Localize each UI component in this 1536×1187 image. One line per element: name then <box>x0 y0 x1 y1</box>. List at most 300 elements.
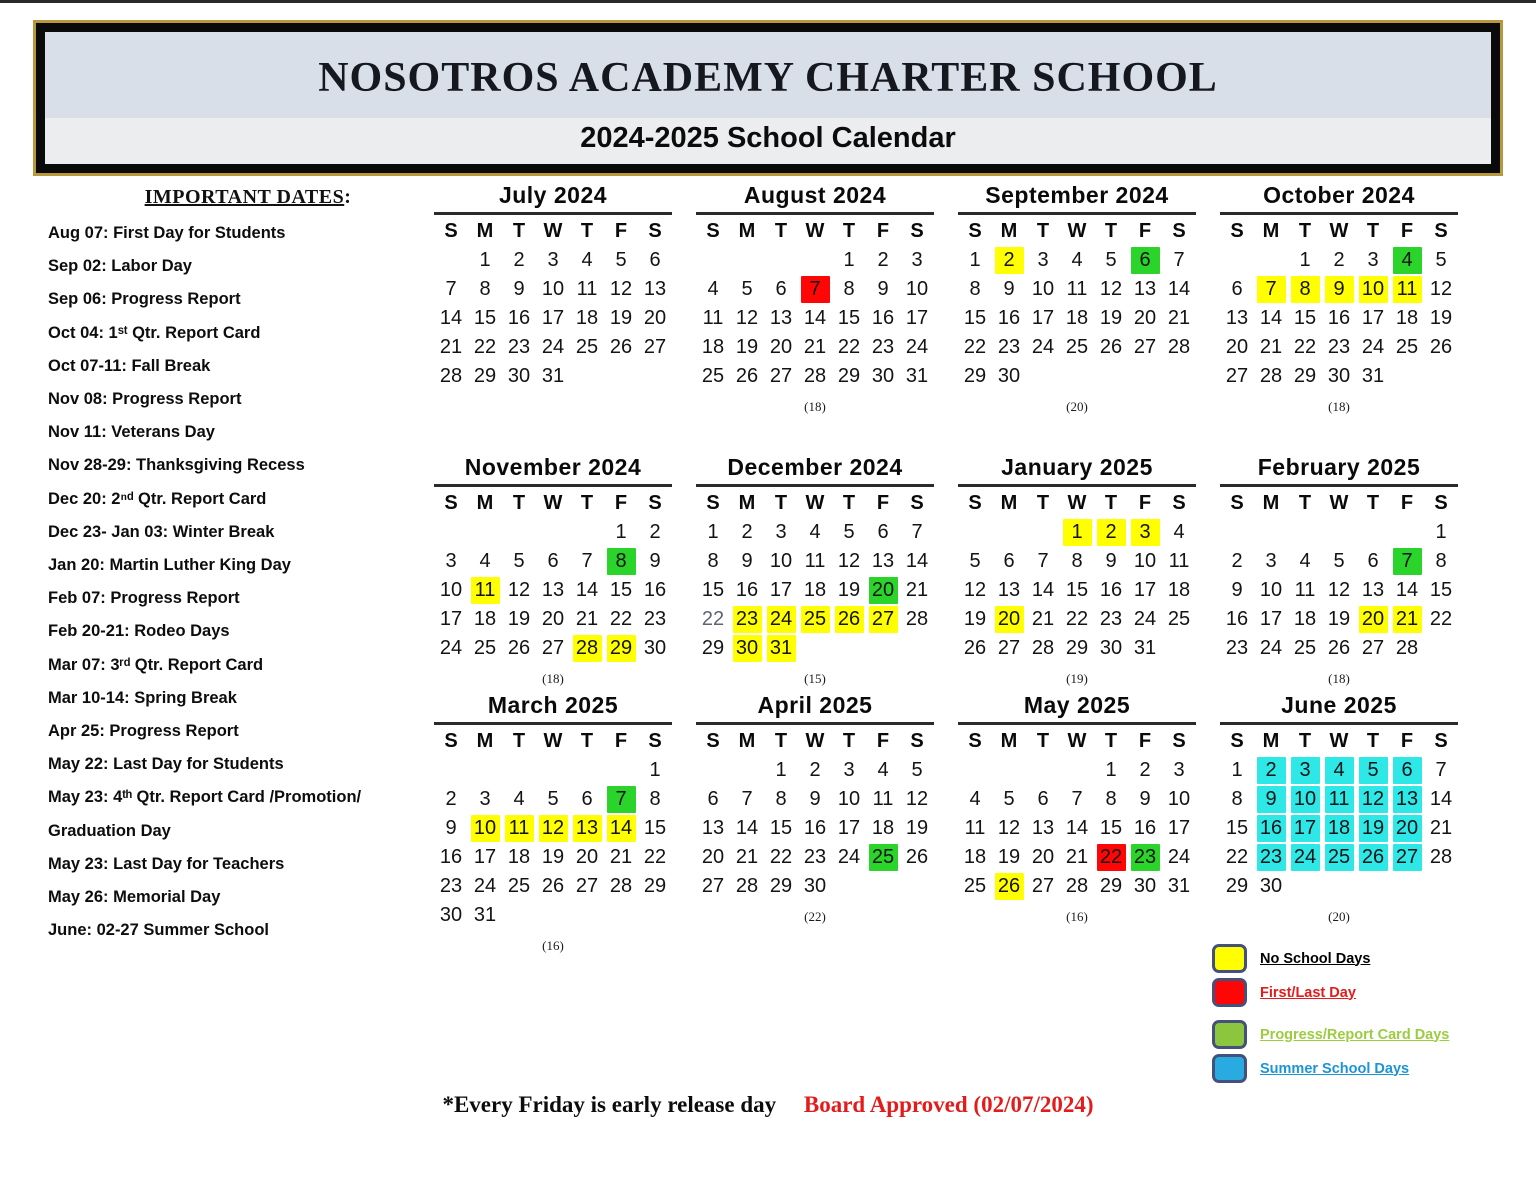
calendar-day <box>1220 304 1254 333</box>
calendar-day <box>1356 785 1390 814</box>
calendar-day-number: 3 <box>1037 249 1049 271</box>
calendar-day <box>1026 843 1060 872</box>
calendar-day-number: 4 <box>1173 521 1185 543</box>
calendar-day-number: 26 <box>963 637 987 659</box>
weekday-label: S <box>1434 492 1448 514</box>
legend-item-first-last-day <box>1212 978 1536 1007</box>
month-february-2025 <box>1220 454 1458 687</box>
calendar-day <box>1322 634 1356 663</box>
calendar-day-number: 14 <box>575 579 599 601</box>
calendar-day-number: 2 <box>1257 757 1286 784</box>
calendar-day-number: 1 <box>615 521 627 543</box>
calendar-day <box>1220 634 1254 663</box>
calendar-day <box>536 785 570 814</box>
calendar-day-number: 6 <box>1003 550 1015 572</box>
empty-day-cell <box>696 246 730 275</box>
calendar-day <box>468 901 502 930</box>
calendar-day-number: 21 <box>1393 606 1422 633</box>
weekday-label: F <box>876 730 890 752</box>
calendar-day <box>730 843 764 872</box>
month-title: November 2024 <box>464 454 642 480</box>
calendar-day <box>992 275 1026 304</box>
weekday-label: T <box>512 220 526 242</box>
calendar-day-number: 3 <box>911 249 923 271</box>
calendar-day <box>832 605 866 634</box>
calendar-day-number: 20 <box>1393 815 1422 842</box>
calendar-day-number: 7 <box>801 276 830 303</box>
calendar-day-number: 5 <box>741 278 753 300</box>
calendar-day <box>1322 756 1356 785</box>
weekday-label: T <box>1104 492 1118 514</box>
calendar-day-number: 16 <box>439 846 463 868</box>
calendar-day <box>730 304 764 333</box>
calendar-day <box>764 304 798 333</box>
weekday-label: S <box>706 730 720 752</box>
important-dates-heading-text: IMPORTANT DATES <box>144 186 345 208</box>
calendar-day <box>832 304 866 333</box>
calendar-day <box>468 634 502 663</box>
title-banner-frame <box>36 23 1500 173</box>
important-date-item: Dec 20: 2ⁿᵈ Qtr. Report Card <box>48 489 267 508</box>
calendar-day <box>434 333 468 362</box>
calendar-day-number: 18 <box>575 307 599 329</box>
calendar-day <box>958 576 992 605</box>
empty-day-cell <box>1026 518 1060 547</box>
calendar-day-number: 31 <box>1361 365 1385 387</box>
calendar-day <box>1288 576 1322 605</box>
calendar-day <box>764 605 798 634</box>
calendar-day-number: 26 <box>1099 336 1123 358</box>
month-days-grid <box>958 487 1196 663</box>
calendar-day <box>1026 333 1060 362</box>
calendar-day-number: 23 <box>507 336 531 358</box>
calendar-day-number: 15 <box>837 307 861 329</box>
calendar-day <box>638 275 672 304</box>
weekday-label: W <box>1067 730 1087 752</box>
calendar-day-number: 25 <box>1395 336 1419 358</box>
month-title: October 2024 <box>1263 182 1415 208</box>
calendar-day <box>1288 785 1322 814</box>
calendar-day-number: 2 <box>513 249 525 271</box>
empty-day-cell <box>502 518 536 547</box>
weekday-label: S <box>1434 730 1448 752</box>
calendar-day-number: 6 <box>775 278 787 300</box>
calendar-day-number: 10 <box>1167 788 1191 810</box>
calendar-day-number: 27 <box>1393 844 1422 871</box>
calendar-day <box>696 362 730 391</box>
calendar-day <box>604 518 638 547</box>
calendar-day-number: 26 <box>905 846 929 868</box>
calendar-day-number: 24 <box>473 875 497 897</box>
calendar-day <box>1162 814 1196 843</box>
school-name: NOSOTROS ACADEMY CHARTER SCHOOL <box>45 32 1491 118</box>
important-date-item: May 26: Memorial Day <box>48 888 221 907</box>
calendar-day-number: 30 <box>507 365 531 387</box>
calendar-day <box>1356 756 1390 785</box>
weekday-label: T <box>1298 220 1312 242</box>
calendar-day-number: 29 <box>769 875 793 897</box>
month-school-day-count: (18) <box>1328 671 1350 686</box>
month-march-2025 <box>434 692 672 954</box>
calendar-day <box>1094 246 1128 275</box>
calendar-day-number: 19 <box>997 846 1021 868</box>
calendar-day <box>502 275 536 304</box>
calendar-day-number: 21 <box>905 579 929 601</box>
calendar-day-number: 9 <box>1105 550 1117 572</box>
calendar-day-number: 13 <box>643 278 667 300</box>
weekday-label: M <box>476 220 494 242</box>
calendar-day-number: 17 <box>1361 307 1385 329</box>
weekday-label: F <box>1400 492 1414 514</box>
calendar-day-number: 27 <box>1133 336 1157 358</box>
calendar-day-number: 8 <box>1105 788 1117 810</box>
calendar-day <box>1128 814 1162 843</box>
calendar-day <box>1220 275 1254 304</box>
month-title: January 2025 <box>1001 454 1153 480</box>
calendar-day <box>1128 518 1162 547</box>
calendar-day <box>730 605 764 634</box>
calendar-day <box>604 333 638 362</box>
calendar-day-number: 18 <box>701 336 725 358</box>
calendar-day-number: 29 <box>1099 875 1123 897</box>
calendar-day-number: 21 <box>1167 307 1191 329</box>
calendar-day <box>1254 605 1288 634</box>
calendar-day <box>730 275 764 304</box>
calendar-day <box>1162 605 1196 634</box>
calendar-day-number: 1 <box>1063 519 1092 546</box>
calendar-day <box>958 275 992 304</box>
calendar-day-number: 28 <box>609 875 633 897</box>
calendar-day <box>832 756 866 785</box>
calendar-day-number: 24 <box>1291 844 1320 871</box>
calendar-day <box>900 814 934 843</box>
empty-day-cell <box>1026 756 1060 785</box>
calendar-day <box>1390 333 1424 362</box>
calendar-day <box>1060 785 1094 814</box>
calendar-day <box>764 333 798 362</box>
calendar-day-number: 6 <box>1231 278 1243 300</box>
calendar-day <box>696 275 730 304</box>
weekday-label: S <box>1230 492 1244 514</box>
calendar-day-number: 22 <box>837 336 861 358</box>
calendar-day-number: 16 <box>1133 817 1157 839</box>
calendar-day <box>730 547 764 576</box>
calendar-day <box>1128 843 1162 872</box>
calendar-day <box>1356 362 1390 391</box>
calendar-day <box>1060 304 1094 333</box>
calendar-day <box>696 872 730 901</box>
calendar-day-number: 11 <box>702 307 724 329</box>
calendar-day-number: 28 <box>735 875 759 897</box>
calendar-day-number: 18 <box>1325 815 1354 842</box>
calendar-day-number: 11 <box>471 577 500 604</box>
calendar-day <box>798 304 832 333</box>
weekday-label: S <box>648 730 662 752</box>
calendar-day-number: 16 <box>1225 608 1249 630</box>
calendar-day <box>468 576 502 605</box>
calendar-day <box>1094 814 1128 843</box>
calendar-day-number: 27 <box>701 875 725 897</box>
calendar-day-number: 24 <box>1133 608 1157 630</box>
calendar-day <box>1026 605 1060 634</box>
calendar-day-number: 27 <box>769 365 793 387</box>
calendar-day-number: 11 <box>964 817 986 839</box>
calendar-day-number: 11 <box>804 550 826 572</box>
calendar-day <box>866 785 900 814</box>
month-title: July 2024 <box>498 182 608 208</box>
calendar-day <box>1390 843 1424 872</box>
calendar-day <box>570 843 604 872</box>
weekday-label: T <box>1366 492 1380 514</box>
calendar-day-number: 4 <box>1325 757 1354 784</box>
calendar-day-number: 12 <box>1359 786 1388 813</box>
weekday-label: T <box>1366 730 1380 752</box>
calendar-day-number: 2 <box>1231 550 1243 572</box>
weekday-label: M <box>738 492 756 514</box>
calendar-day-number: 11 <box>1066 278 1088 300</box>
month-july-2024 <box>434 182 672 415</box>
calendar-day <box>638 872 672 901</box>
calendar-day <box>866 576 900 605</box>
calendar-day <box>1322 843 1356 872</box>
empty-day-cell <box>730 756 764 785</box>
calendar-day <box>502 246 536 275</box>
calendar-day <box>1288 304 1322 333</box>
calendar-day-number: 21 <box>803 336 827 358</box>
calendar-day <box>764 547 798 576</box>
calendar-day-number: 25 <box>1293 637 1317 659</box>
calendar-day-number: 10 <box>837 788 861 810</box>
calendar-day-number: 13 <box>1225 307 1249 329</box>
calendar-day-number: 18 <box>473 608 497 630</box>
calendar-day <box>502 304 536 333</box>
calendar-day <box>992 843 1026 872</box>
calendar-day-number: 11 <box>576 278 598 300</box>
calendar-day-number: 12 <box>1327 579 1351 601</box>
title-banner <box>33 20 1503 176</box>
calendar-day <box>798 843 832 872</box>
calendar-day-number: 26 <box>995 873 1024 900</box>
calendar-day <box>1288 814 1322 843</box>
calendar-day-number: 12 <box>963 579 987 601</box>
empty-day-cell <box>1220 246 1254 275</box>
weekday-label: M <box>738 220 756 242</box>
calendar-day-number: 18 <box>1065 307 1089 329</box>
calendar-day <box>730 634 764 663</box>
calendar-day <box>992 634 1026 663</box>
month-days-grid <box>434 487 672 663</box>
calendar-day-number: 29 <box>1065 637 1089 659</box>
month-days-grid <box>958 725 1196 901</box>
calendar-day-number: 31 <box>905 365 929 387</box>
empty-day-cell <box>1254 246 1288 275</box>
calendar-day-number: 28 <box>1167 336 1191 358</box>
calendar-day-number: 17 <box>837 817 861 839</box>
calendar-day <box>832 843 866 872</box>
calendar-day-number: 10 <box>1031 278 1055 300</box>
empty-day-cell <box>434 518 468 547</box>
calendar-day-number: 20 <box>1225 336 1249 358</box>
calendar-day <box>798 785 832 814</box>
calendar-day-number: 7 <box>1257 276 1286 303</box>
calendar-day-number: 29 <box>1225 875 1249 897</box>
calendar-day <box>1128 605 1162 634</box>
calendar-day-number: 12 <box>507 579 531 601</box>
weekday-label: S <box>706 220 720 242</box>
legend-label-progress-report-card-days: Progress/Report Card Days <box>1260 1026 1450 1043</box>
calendar-day <box>468 872 502 901</box>
calendar-day-number: 3 <box>1131 519 1160 546</box>
calendar-day-number: 1 <box>775 759 787 781</box>
month-school-day-count: (16) <box>542 938 564 953</box>
calendar-day <box>638 304 672 333</box>
calendar-day-number: 13 <box>541 579 565 601</box>
calendar-day-number: 16 <box>803 817 827 839</box>
calendar-day <box>1424 246 1458 275</box>
important-date-item: Oct 04: 1ˢᵗ Qtr. Report Card <box>48 323 261 342</box>
calendar-day-number: 23 <box>643 608 667 630</box>
calendar-day <box>958 246 992 275</box>
calendar-day <box>1390 634 1424 663</box>
month-may-2025 <box>958 692 1196 925</box>
month-school-day-count: (20) <box>1066 399 1088 414</box>
month-april-2025 <box>696 692 934 925</box>
calendar-day <box>900 275 934 304</box>
calendar-day-number: 8 <box>1291 276 1320 303</box>
weekday-label: T <box>842 220 856 242</box>
weekday-label: T <box>1036 492 1050 514</box>
calendar-day <box>1094 304 1128 333</box>
calendar-day <box>696 576 730 605</box>
calendar-day-number: 22 <box>701 608 725 630</box>
important-date-item: Nov 28-29: Thanksgiving Recess <box>48 456 305 475</box>
calendar-day-number: 14 <box>1167 278 1191 300</box>
calendar-day <box>1026 576 1060 605</box>
calendar-day <box>1288 246 1322 275</box>
calendar-day-number: 22 <box>1097 844 1126 871</box>
calendar-day-number: 28 <box>905 608 929 630</box>
calendar-day <box>536 246 570 275</box>
weekday-label: S <box>648 220 662 242</box>
calendar-day-number: 15 <box>1429 579 1453 601</box>
important-date-item: Apr 25: Progress Report <box>48 722 239 741</box>
calendar-day <box>866 304 900 333</box>
calendar-day-number: 29 <box>643 875 667 897</box>
calendar-day-number: 3 <box>843 759 855 781</box>
calendar-day-number: 13 <box>1393 786 1422 813</box>
month-title: May 2025 <box>1023 692 1131 718</box>
calendar-day <box>1390 246 1424 275</box>
important-date-item: Feb 20-21: Rodeo Days <box>48 622 230 641</box>
calendar-day-number: 21 <box>575 608 599 630</box>
empty-day-cell <box>696 756 730 785</box>
calendar-day <box>1322 547 1356 576</box>
calendar-day <box>1424 605 1458 634</box>
month-school-day-count: (18) <box>804 399 826 414</box>
calendar-day <box>1390 275 1424 304</box>
calendar-day-number: 19 <box>735 336 759 358</box>
month-school-day-count: (22) <box>804 909 826 924</box>
calendar-day-number: 21 <box>1065 846 1089 868</box>
calendar-day <box>1094 605 1128 634</box>
month-november-2024 <box>434 454 672 687</box>
month-title: September 2024 <box>985 182 1169 208</box>
calendar-day <box>832 362 866 391</box>
calendar-day-number: 9 <box>649 550 661 572</box>
calendar-day <box>1356 333 1390 362</box>
calendar-day <box>1060 333 1094 362</box>
calendar-day-number: 30 <box>643 637 667 659</box>
calendar-day-number: 6 <box>707 788 719 810</box>
empty-day-cell <box>1060 756 1094 785</box>
calendar-day <box>570 275 604 304</box>
calendar-day-number: 7 <box>1173 249 1185 271</box>
empty-day-cell <box>1254 518 1288 547</box>
calendar-day <box>1254 814 1288 843</box>
calendar-day <box>1128 576 1162 605</box>
calendar-day-number: 16 <box>735 579 759 601</box>
calendar-day <box>1094 756 1128 785</box>
calendar-day <box>1322 304 1356 333</box>
calendar-day <box>866 843 900 872</box>
weekday-label: S <box>648 492 662 514</box>
calendar-day <box>1060 246 1094 275</box>
calendar-day-number: 22 <box>1065 608 1089 630</box>
calendar-day-number: 14 <box>1395 579 1419 601</box>
weekday-label: W <box>805 730 825 752</box>
calendar-day <box>604 872 638 901</box>
calendar-day <box>570 547 604 576</box>
weekday-label: M <box>1262 492 1280 514</box>
calendar-day-number: 31 <box>767 635 796 662</box>
calendar-day-number: 18 <box>1395 307 1419 329</box>
calendar-day <box>1288 275 1322 304</box>
calendar-day-number: 4 <box>809 521 821 543</box>
calendar-day-number: 16 <box>997 307 1021 329</box>
calendar-day-number: 24 <box>1361 336 1385 358</box>
calendar-day-number: 17 <box>1031 307 1055 329</box>
calendar-day <box>1162 843 1196 872</box>
calendar-day-number: 27 <box>643 336 667 358</box>
calendar-day-number: 15 <box>701 579 725 601</box>
calendar-day-number: 13 <box>573 815 602 842</box>
weekday-label: T <box>842 492 856 514</box>
calendar-day-number: 14 <box>607 815 636 842</box>
calendar-day <box>1254 634 1288 663</box>
calendar-day-number: 29 <box>473 365 497 387</box>
month-school-day-count: (20) <box>1328 909 1350 924</box>
calendar-day-number: 24 <box>541 336 565 358</box>
calendar-day <box>604 785 638 814</box>
calendar-day-number: 10 <box>1259 579 1283 601</box>
calendar-day <box>832 547 866 576</box>
calendar-day <box>1322 362 1356 391</box>
weekday-label: F <box>1138 730 1152 752</box>
weekday-label: S <box>1434 220 1448 242</box>
month-school-day-count: (18) <box>542 671 564 686</box>
calendar-day-number: 26 <box>735 365 759 387</box>
calendar-day-number: 23 <box>1257 844 1286 871</box>
calendar-day <box>434 634 468 663</box>
weekday-label: F <box>614 730 628 752</box>
important-date-item: Jan 20: Martin Luther King Day <box>48 556 291 575</box>
weekday-label: M <box>476 492 494 514</box>
calendar-day <box>900 785 934 814</box>
calendar-day <box>1220 814 1254 843</box>
calendar-day <box>604 843 638 872</box>
calendar-day-number: 13 <box>769 307 793 329</box>
calendar-day <box>696 547 730 576</box>
